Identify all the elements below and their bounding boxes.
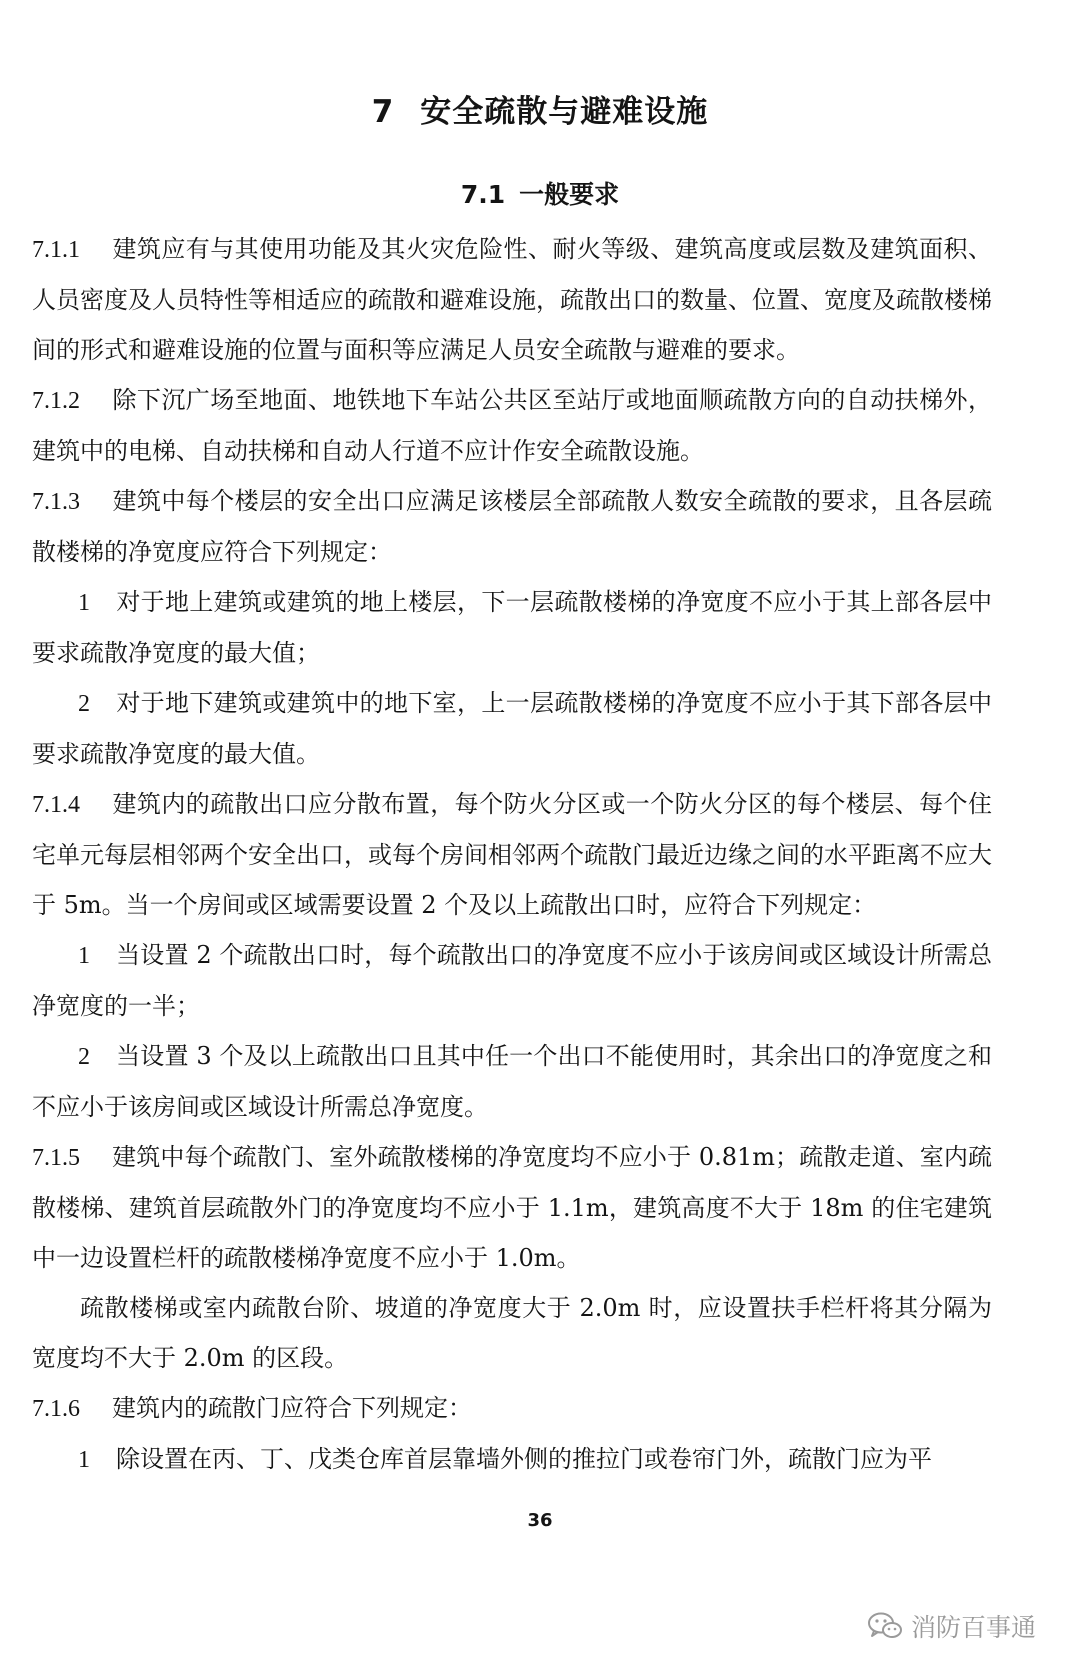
chapter-number: 7 xyxy=(371,94,395,130)
clause-number: 7.1.3 xyxy=(32,489,80,515)
item-number: 1 xyxy=(78,943,90,969)
list-item xyxy=(32,1031,992,1132)
list-item xyxy=(32,1434,992,1485)
item-number: 1 xyxy=(78,1447,90,1473)
clause-text: 建筑内的疏散门应符合下列规定： xyxy=(112,1394,472,1422)
list-item xyxy=(32,678,992,779)
item-number: 2 xyxy=(78,691,90,717)
watermark xyxy=(867,1608,1036,1644)
item-number: 1 xyxy=(78,590,90,616)
item-text: 当设置 3 个及以上疏散出口且其中任一个出口不能使用时，其余出口的净宽度之和不应小于该房间或区域设计所需总净宽度。 xyxy=(32,1042,992,1121)
section-title xyxy=(0,178,1080,212)
clause-text: 建筑应有与其使用功能及其火灾危险性、耐火等级、建筑高度或层数及建筑面积、人员密度及人员特性等相适应的疏散和避难设施，疏散出口的数量、位置、宽度及疏散楼梯间的形式和避难设施的位置与面积等应满足人员安全疏散与避难的要求。 xyxy=(32,235,992,364)
clause-number: 7.1.6 xyxy=(32,1396,80,1422)
document-body xyxy=(32,224,992,1485)
wechat-icon xyxy=(867,1611,903,1641)
section-heading: 一般要求 xyxy=(519,180,620,209)
watermark-text: 消防百事通 xyxy=(910,1613,1036,1642)
item-text: 除设置在丙、丁、戊类仓库首层靠墙外侧的推拉门或卷帘门外，疏散门应为平 xyxy=(116,1445,932,1473)
clause-text: 除下沉广场至地面、地铁地下车站公共区至站厅或地面顺疏散方向的自动扶梯外，建筑中的电梯、自动扶梯和自动人行道不应计作安全疏散设施。 xyxy=(32,386,992,465)
clause-number: 7.1.2 xyxy=(32,388,80,414)
clause-number: 7.1.5 xyxy=(32,1145,80,1171)
clause-text: 建筑中每个疏散门、室外疏散楼梯的净宽度均不应小于 0.81m；疏散走道、室内疏散楼梯、建筑首层疏散外门的净宽度均不应小于 1.1m，建筑高度不大于 18m 的住宅建筑中一边设置栏杆的疏散楼梯净宽度不应小于 1.0m。 xyxy=(32,1143,992,1272)
clause-7-1-3 xyxy=(32,476,992,577)
item-text: 对于地上建筑或建筑的地上楼层，下一层疏散楼梯的净宽度不应小于其上部各层中要求疏散净宽度的最大值； xyxy=(32,588,992,667)
clause-7-1-4 xyxy=(32,779,992,930)
clause-7-1-5 xyxy=(32,1132,992,1283)
clause-7-1-1 xyxy=(32,224,992,375)
clause-text: 建筑内的疏散出口应分散布置，每个防火分区或一个防火分区的每个楼层、每个住宅单元每层相邻两个安全出口，或每个房间相邻两个疏散门最近边缘之间的水平距离不应大于 5m。当一个房间或区域需要设置 2 个及以上疏散出口时，应符合下列规定： xyxy=(32,790,992,919)
clause-text: 建筑中每个楼层的安全出口应满足该楼层全部疏散人数安全疏散的要求，且各层疏散楼梯的净宽度应符合下列规定： xyxy=(32,487,992,566)
item-text: 对于地下建筑或建筑中的地下室，上一层疏散楼梯的净宽度不应小于其下部各层中要求疏散净宽度的最大值。 xyxy=(32,689,992,768)
clause-7-1-2 xyxy=(32,375,992,476)
section-number: 7.1 xyxy=(460,180,506,209)
clause-7-1-5-paragraph: 疏散楼梯或室内疏散台阶、坡道的净宽度大于 2.0m 时，应设置扶手栏杆将其分隔为宽度均不大于 2.0m 的区段。 xyxy=(32,1294,992,1372)
chapter-title xyxy=(0,92,1080,132)
item-text: 当设置 2 个疏散出口时，每个疏散出口的净宽度不应小于该房间或区域设计所需总净宽度的一半； xyxy=(32,941,992,1020)
clause-7-1-6 xyxy=(32,1383,992,1434)
clause-number: 7.1.4 xyxy=(32,792,80,818)
item-number: 2 xyxy=(78,1044,90,1070)
page-number: 36 xyxy=(527,1510,553,1531)
chapter-heading: 安全疏散与避难设施 xyxy=(420,94,709,130)
list-item xyxy=(32,577,992,678)
list-item xyxy=(32,930,992,1031)
clause-number: 7.1.1 xyxy=(32,237,80,263)
